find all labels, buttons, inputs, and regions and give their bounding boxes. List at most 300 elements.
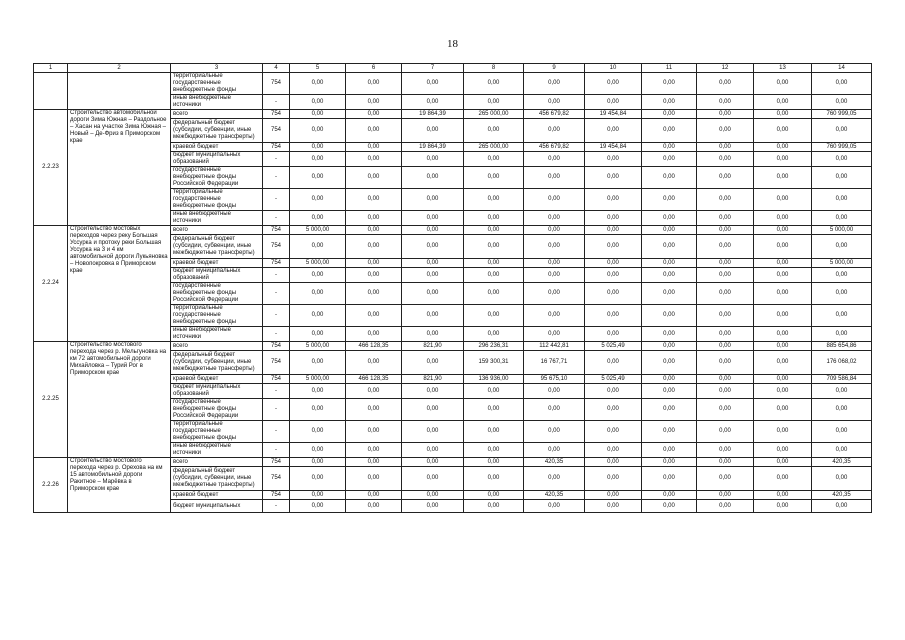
amount-cell: 0,00: [524, 500, 585, 513]
amount-cell: 0,00: [697, 226, 754, 235]
funding-source-cell: государственные внебюджетные фонды Российской Федерации: [171, 167, 263, 189]
amount-cell: 0,00: [402, 467, 464, 491]
funding-source-cell: федеральный бюджет (субсидии, субвенции, иные межбюджетные трансферты): [171, 467, 263, 491]
amount-cell: 0,00: [642, 351, 697, 375]
amount-cell: 0,00: [346, 226, 402, 235]
amount-cell: 0,00: [697, 167, 754, 189]
amount-cell: 265 000,00: [464, 143, 524, 152]
amount-cell: 5 025,49: [585, 375, 642, 384]
funding-source-cell: федеральный бюджет (субсидии, субвенции, иные межбюджетные трансферты): [171, 119, 263, 143]
amount-cell: 0,00: [754, 73, 812, 95]
amount-cell: 0,00: [585, 443, 642, 458]
amount-cell: 0,00: [464, 152, 524, 167]
amount-cell: 0,00: [346, 189, 402, 211]
amount-cell: 0,00: [464, 235, 524, 259]
amount-cell: 0,00: [812, 421, 872, 443]
amount-cell: 0,00: [402, 351, 464, 375]
amount-cell: 0,00: [346, 268, 402, 283]
amount-cell: 0,00: [585, 167, 642, 189]
column-number-cell: 5: [290, 64, 346, 73]
amount-cell: 0,00: [464, 467, 524, 491]
budget-code-cell: -: [263, 283, 290, 305]
budget-code-cell: 754: [263, 73, 290, 95]
amount-cell: 0,00: [812, 119, 872, 143]
budget-code-cell: -: [263, 443, 290, 458]
amount-cell: 0,00: [524, 443, 585, 458]
amount-cell: 709 586,84: [812, 375, 872, 384]
amount-cell: 0,00: [754, 384, 812, 399]
amount-cell: 0,00: [524, 327, 585, 342]
amount-cell: 0,00: [290, 500, 346, 513]
amount-cell: 0,00: [290, 110, 346, 119]
financing-table: [33, 63, 872, 513]
amount-cell: 0,00: [524, 226, 585, 235]
amount-cell: 0,00: [812, 305, 872, 327]
page-number: 18: [447, 38, 458, 50]
amount-cell: 0,00: [697, 235, 754, 259]
amount-cell: 112 442,81: [524, 342, 585, 351]
amount-cell: 0,00: [290, 458, 346, 467]
amount-cell: 5 000,00: [812, 259, 872, 268]
amount-cell: 0,00: [585, 259, 642, 268]
column-number-cell: 3: [171, 64, 263, 73]
column-number-cell: 1: [34, 64, 68, 73]
amount-cell: 265 000,00: [464, 110, 524, 119]
amount-cell: 0,00: [812, 95, 872, 110]
amount-cell: 0,00: [754, 119, 812, 143]
amount-cell: 0,00: [524, 211, 585, 226]
column-number-cell: 10: [585, 64, 642, 73]
amount-cell: 0,00: [585, 351, 642, 375]
budget-code-cell: 754: [263, 351, 290, 375]
amount-cell: 0,00: [290, 119, 346, 143]
amount-cell: 5 000,00: [290, 375, 346, 384]
budget-code-cell: 754: [263, 259, 290, 268]
amount-cell: 0,00: [642, 259, 697, 268]
amount-cell: 19 864,39: [402, 110, 464, 119]
budget-code-cell: 754: [263, 458, 290, 467]
amount-cell: 0,00: [754, 235, 812, 259]
amount-cell: 0,00: [290, 167, 346, 189]
amount-cell: 0,00: [642, 458, 697, 467]
amount-cell: 0,00: [524, 189, 585, 211]
budget-code-cell: -: [263, 211, 290, 226]
amount-cell: 0,00: [464, 211, 524, 226]
amount-cell: 0,00: [464, 95, 524, 110]
amount-cell: 0,00: [642, 95, 697, 110]
budget-code-cell: 754: [263, 119, 290, 143]
amount-cell: 0,00: [812, 235, 872, 259]
amount-cell: 0,00: [464, 384, 524, 399]
amount-cell: 0,00: [346, 95, 402, 110]
amount-cell: 0,00: [346, 458, 402, 467]
amount-cell: 0,00: [812, 443, 872, 458]
amount-cell: 0,00: [290, 73, 346, 95]
amount-cell: 95 675,10: [524, 375, 585, 384]
item-name-cell: Строительство мостового перехода через р. Мельгуновка на км 72 автомобильной дороги Михайловка – Турий Рог в Приморском крае: [68, 342, 171, 458]
budget-code-cell: -: [263, 268, 290, 283]
amount-cell: 0,00: [697, 283, 754, 305]
amount-cell: 0,00: [402, 189, 464, 211]
budget-code-cell: -: [263, 500, 290, 513]
amount-cell: 0,00: [524, 152, 585, 167]
amount-cell: 0,00: [754, 305, 812, 327]
budget-code-cell: -: [263, 384, 290, 399]
amount-cell: 0,00: [402, 399, 464, 421]
amount-cell: 0,00: [402, 268, 464, 283]
amount-cell: 19 864,39: [402, 143, 464, 152]
amount-cell: 0,00: [585, 95, 642, 110]
amount-cell: 0,00: [524, 259, 585, 268]
budget-code-cell: 754: [263, 110, 290, 119]
amount-cell: 0,00: [402, 421, 464, 443]
amount-cell: 0,00: [585, 73, 642, 95]
amount-cell: 0,00: [346, 143, 402, 152]
amount-cell: 0,00: [585, 283, 642, 305]
funding-source-cell: бюджет муниципальных образований: [171, 268, 263, 283]
funding-source-cell: краевой бюджет: [171, 375, 263, 384]
amount-cell: 420,35: [812, 458, 872, 467]
amount-cell: 456 679,82: [524, 143, 585, 152]
budget-code-cell: -: [263, 305, 290, 327]
funding-source-cell: иные внебюджетные источники: [171, 443, 263, 458]
amount-cell: 0,00: [697, 110, 754, 119]
amount-cell: 0,00: [464, 283, 524, 305]
amount-cell: 0,00: [697, 342, 754, 351]
amount-cell: 0,00: [290, 268, 346, 283]
item-name-cell: Строительство автомобильной дороги Зима Южная – Раздольное – Хасан на участке Зима Южная – Новый – Де-Фриз в Приморском крае: [68, 110, 171, 226]
amount-cell: 0,00: [812, 167, 872, 189]
amount-cell: 885 654,86: [812, 342, 872, 351]
amount-cell: 0,00: [754, 143, 812, 152]
item-code-cell: 2.2.23: [34, 110, 68, 226]
amount-cell: 0,00: [402, 384, 464, 399]
amount-cell: 0,00: [642, 305, 697, 327]
amount-cell: 0,00: [754, 189, 812, 211]
amount-cell: 0,00: [697, 375, 754, 384]
amount-cell: 0,00: [290, 421, 346, 443]
amount-cell: 0,00: [346, 351, 402, 375]
budget-code-cell: 754: [263, 467, 290, 491]
amount-cell: 0,00: [402, 283, 464, 305]
amount-cell: 176 068,02: [812, 351, 872, 375]
amount-cell: 0,00: [346, 73, 402, 95]
amount-cell: 0,00: [754, 110, 812, 119]
funding-source-cell: всего: [171, 110, 263, 119]
amount-cell: 0,00: [346, 443, 402, 458]
budget-code-cell: -: [263, 152, 290, 167]
amount-cell: 0,00: [402, 167, 464, 189]
amount-cell: 0,00: [402, 152, 464, 167]
amount-cell: 5 000,00: [290, 342, 346, 351]
amount-cell: 0,00: [642, 73, 697, 95]
amount-cell: 0,00: [697, 443, 754, 458]
table-row: [34, 110, 872, 119]
amount-cell: 0,00: [697, 458, 754, 467]
amount-cell: 16 767,71: [524, 351, 585, 375]
amount-cell: 0,00: [524, 421, 585, 443]
amount-cell: 0,00: [464, 491, 524, 500]
amount-cell: 0,00: [642, 167, 697, 189]
funding-source-cell: федеральный бюджет (субсидии, субвенции, иные межбюджетные трансферты): [171, 351, 263, 375]
amount-cell: 0,00: [290, 143, 346, 152]
amount-cell: 0,00: [642, 189, 697, 211]
column-number-cell: 14: [812, 64, 872, 73]
amount-cell: 0,00: [524, 399, 585, 421]
column-number-cell: 12: [697, 64, 754, 73]
amount-cell: 0,00: [697, 500, 754, 513]
budget-code-cell: 754: [263, 342, 290, 351]
amount-cell: 0,00: [754, 283, 812, 305]
amount-cell: 0,00: [346, 384, 402, 399]
amount-cell: 0,00: [402, 235, 464, 259]
amount-cell: 0,00: [754, 467, 812, 491]
amount-cell: 466 128,35: [346, 375, 402, 384]
amount-cell: 0,00: [697, 152, 754, 167]
amount-cell: 821,90: [402, 342, 464, 351]
amount-cell: 0,00: [464, 305, 524, 327]
amount-cell: 0,00: [464, 167, 524, 189]
funding-source-cell: территориальные государственные внебюджетные фонды: [171, 305, 263, 327]
column-number-cell: 11: [642, 64, 697, 73]
amount-cell: 0,00: [402, 500, 464, 513]
funding-source-cell: иные внебюджетные источники: [171, 211, 263, 226]
amount-cell: 0,00: [697, 143, 754, 152]
amount-cell: 0,00: [642, 327, 697, 342]
amount-cell: 0,00: [290, 491, 346, 500]
item-name-cell: Строительство мостовых переходов через реку Большая Уссурка и протоку реки Большая Уссурка на 3 и 4 км автомобильной дороги Лукьяновка – Новопокровка в Приморском крае: [68, 226, 171, 342]
column-number-cell: 4: [263, 64, 290, 73]
amount-cell: 0,00: [290, 399, 346, 421]
amount-cell: 0,00: [464, 189, 524, 211]
amount-cell: 0,00: [812, 283, 872, 305]
amount-cell: 0,00: [697, 491, 754, 500]
amount-cell: 0,00: [642, 268, 697, 283]
amount-cell: 5 000,00: [290, 259, 346, 268]
amount-cell: 0,00: [402, 491, 464, 500]
amount-cell: 0,00: [402, 95, 464, 110]
amount-cell: 0,00: [585, 211, 642, 226]
header-row: [34, 64, 872, 73]
amount-cell: 0,00: [464, 500, 524, 513]
amount-cell: 0,00: [812, 211, 872, 226]
amount-cell: 0,00: [346, 421, 402, 443]
amount-cell: 0,00: [402, 73, 464, 95]
funding-source-cell: бюджет муниципальных образований: [171, 152, 263, 167]
table-row: [34, 458, 872, 467]
amount-cell: 0,00: [585, 189, 642, 211]
funding-source-cell: иные внебюджетные источники: [171, 95, 263, 110]
amount-cell: 0,00: [346, 235, 402, 259]
amount-cell: 0,00: [697, 421, 754, 443]
amount-cell: 0,00: [642, 491, 697, 500]
amount-cell: 0,00: [812, 268, 872, 283]
amount-cell: 0,00: [754, 458, 812, 467]
amount-cell: 0,00: [585, 491, 642, 500]
amount-cell: 0,00: [754, 167, 812, 189]
amount-cell: 0,00: [524, 167, 585, 189]
amount-cell: 0,00: [402, 259, 464, 268]
funding-source-cell: бюджет муниципальных образований: [171, 384, 263, 399]
amount-cell: 0,00: [402, 443, 464, 458]
amount-cell: 0,00: [290, 189, 346, 211]
funding-source-cell: краевой бюджет: [171, 259, 263, 268]
amount-cell: 0,00: [464, 399, 524, 421]
amount-cell: 0,00: [524, 283, 585, 305]
funding-source-cell: всего: [171, 226, 263, 235]
amount-cell: 0,00: [290, 283, 346, 305]
amount-cell: 0,00: [812, 73, 872, 95]
amount-cell: 0,00: [642, 226, 697, 235]
amount-cell: 0,00: [754, 211, 812, 226]
amount-cell: 0,00: [346, 491, 402, 500]
amount-cell: 0,00: [812, 467, 872, 491]
amount-cell: 0,00: [346, 119, 402, 143]
amount-cell: 0,00: [346, 110, 402, 119]
amount-cell: 0,00: [585, 399, 642, 421]
amount-cell: 0,00: [290, 327, 346, 342]
amount-cell: 0,00: [754, 226, 812, 235]
funding-source-cell: иные внебюджетные источники: [171, 327, 263, 342]
amount-cell: 0,00: [697, 211, 754, 226]
budget-code-cell: 754: [263, 375, 290, 384]
amount-cell: 0,00: [346, 152, 402, 167]
amount-cell: 760 999,05: [812, 110, 872, 119]
amount-cell: 0,00: [754, 375, 812, 384]
amount-cell: 0,00: [290, 305, 346, 327]
amount-cell: 0,00: [754, 327, 812, 342]
table-row: [34, 73, 872, 95]
amount-cell: 0,00: [754, 95, 812, 110]
amount-cell: 0,00: [697, 95, 754, 110]
column-number-cell: 6: [346, 64, 402, 73]
amount-cell: 0,00: [697, 467, 754, 491]
amount-cell: 159 300,31: [464, 351, 524, 375]
amount-cell: 0,00: [642, 399, 697, 421]
amount-cell: 0,00: [697, 351, 754, 375]
amount-cell: 0,00: [697, 73, 754, 95]
item-name-cell: [68, 73, 171, 110]
item-code-cell: 2.2.25: [34, 342, 68, 458]
budget-code-cell: -: [263, 421, 290, 443]
amount-cell: 420,35: [524, 458, 585, 467]
budget-code-cell: -: [263, 399, 290, 421]
table-body: [34, 64, 872, 513]
amount-cell: 0,00: [812, 500, 872, 513]
amount-cell: 0,00: [697, 305, 754, 327]
amount-cell: 0,00: [642, 110, 697, 119]
amount-cell: 5 000,00: [290, 226, 346, 235]
amount-cell: 0,00: [642, 211, 697, 226]
amount-cell: 0,00: [464, 226, 524, 235]
budget-code-cell: 754: [263, 235, 290, 259]
amount-cell: 0,00: [754, 152, 812, 167]
amount-cell: 5 025,49: [585, 342, 642, 351]
funding-source-cell: краевой бюджет: [171, 143, 263, 152]
amount-cell: 0,00: [642, 342, 697, 351]
amount-cell: 0,00: [524, 268, 585, 283]
amount-cell: 0,00: [346, 500, 402, 513]
amount-cell: 0,00: [585, 327, 642, 342]
amount-cell: 760 999,05: [812, 143, 872, 152]
amount-cell: 0,00: [346, 399, 402, 421]
budget-code-cell: -: [263, 189, 290, 211]
funding-source-cell: всего: [171, 342, 263, 351]
amount-cell: 0,00: [754, 421, 812, 443]
amount-cell: 0,00: [290, 467, 346, 491]
amount-cell: 0,00: [464, 443, 524, 458]
amount-cell: 0,00: [642, 467, 697, 491]
column-number-cell: 7: [402, 64, 464, 73]
amount-cell: 420,35: [524, 491, 585, 500]
amount-cell: 0,00: [402, 327, 464, 342]
amount-cell: 0,00: [642, 375, 697, 384]
amount-cell: 0,00: [290, 384, 346, 399]
amount-cell: 0,00: [346, 467, 402, 491]
amount-cell: 0,00: [464, 421, 524, 443]
amount-cell: 0,00: [290, 152, 346, 167]
column-number-cell: 13: [754, 64, 812, 73]
amount-cell: 0,00: [524, 384, 585, 399]
amount-cell: 466 128,35: [346, 342, 402, 351]
amount-cell: 0,00: [754, 342, 812, 351]
amount-cell: 0,00: [754, 268, 812, 283]
amount-cell: 0,00: [346, 305, 402, 327]
amount-cell: 0,00: [402, 226, 464, 235]
amount-cell: 0,00: [812, 189, 872, 211]
amount-cell: 0,00: [642, 384, 697, 399]
amount-cell: 0,00: [697, 384, 754, 399]
amount-cell: 0,00: [524, 73, 585, 95]
amount-cell: 0,00: [585, 421, 642, 443]
amount-cell: 0,00: [524, 305, 585, 327]
amount-cell: 0,00: [697, 259, 754, 268]
amount-cell: 0,00: [464, 268, 524, 283]
amount-cell: 0,00: [754, 443, 812, 458]
amount-cell: 0,00: [697, 268, 754, 283]
amount-cell: 0,00: [642, 421, 697, 443]
amount-cell: 0,00: [290, 95, 346, 110]
amount-cell: 0,00: [346, 167, 402, 189]
amount-cell: 0,00: [642, 143, 697, 152]
item-code-cell: 2.2.24: [34, 226, 68, 342]
item-code-cell: [34, 73, 68, 110]
amount-cell: 0,00: [402, 305, 464, 327]
amount-cell: 420,35: [812, 491, 872, 500]
table-row: [34, 226, 872, 235]
amount-cell: 0,00: [290, 211, 346, 226]
funding-source-cell: государственные внебюджетные фонды Российской Федерации: [171, 283, 263, 305]
budget-code-cell: 754: [263, 491, 290, 500]
amount-cell: 0,00: [346, 283, 402, 305]
amount-cell: 0,00: [754, 491, 812, 500]
amount-cell: 0,00: [642, 152, 697, 167]
amount-cell: 0,00: [464, 458, 524, 467]
amount-cell: 0,00: [290, 443, 346, 458]
budget-code-cell: -: [263, 327, 290, 342]
amount-cell: 0,00: [464, 119, 524, 143]
amount-cell: 0,00: [642, 119, 697, 143]
amount-cell: 19 454,84: [585, 110, 642, 119]
amount-cell: 0,00: [524, 119, 585, 143]
amount-cell: 0,00: [812, 384, 872, 399]
amount-cell: 0,00: [754, 351, 812, 375]
amount-cell: 296 236,31: [464, 342, 524, 351]
amount-cell: 0,00: [585, 226, 642, 235]
funding-source-cell: территориальные государственные внебюджетные фонды: [171, 73, 263, 95]
column-number-cell: 8: [464, 64, 524, 73]
amount-cell: 0,00: [585, 152, 642, 167]
